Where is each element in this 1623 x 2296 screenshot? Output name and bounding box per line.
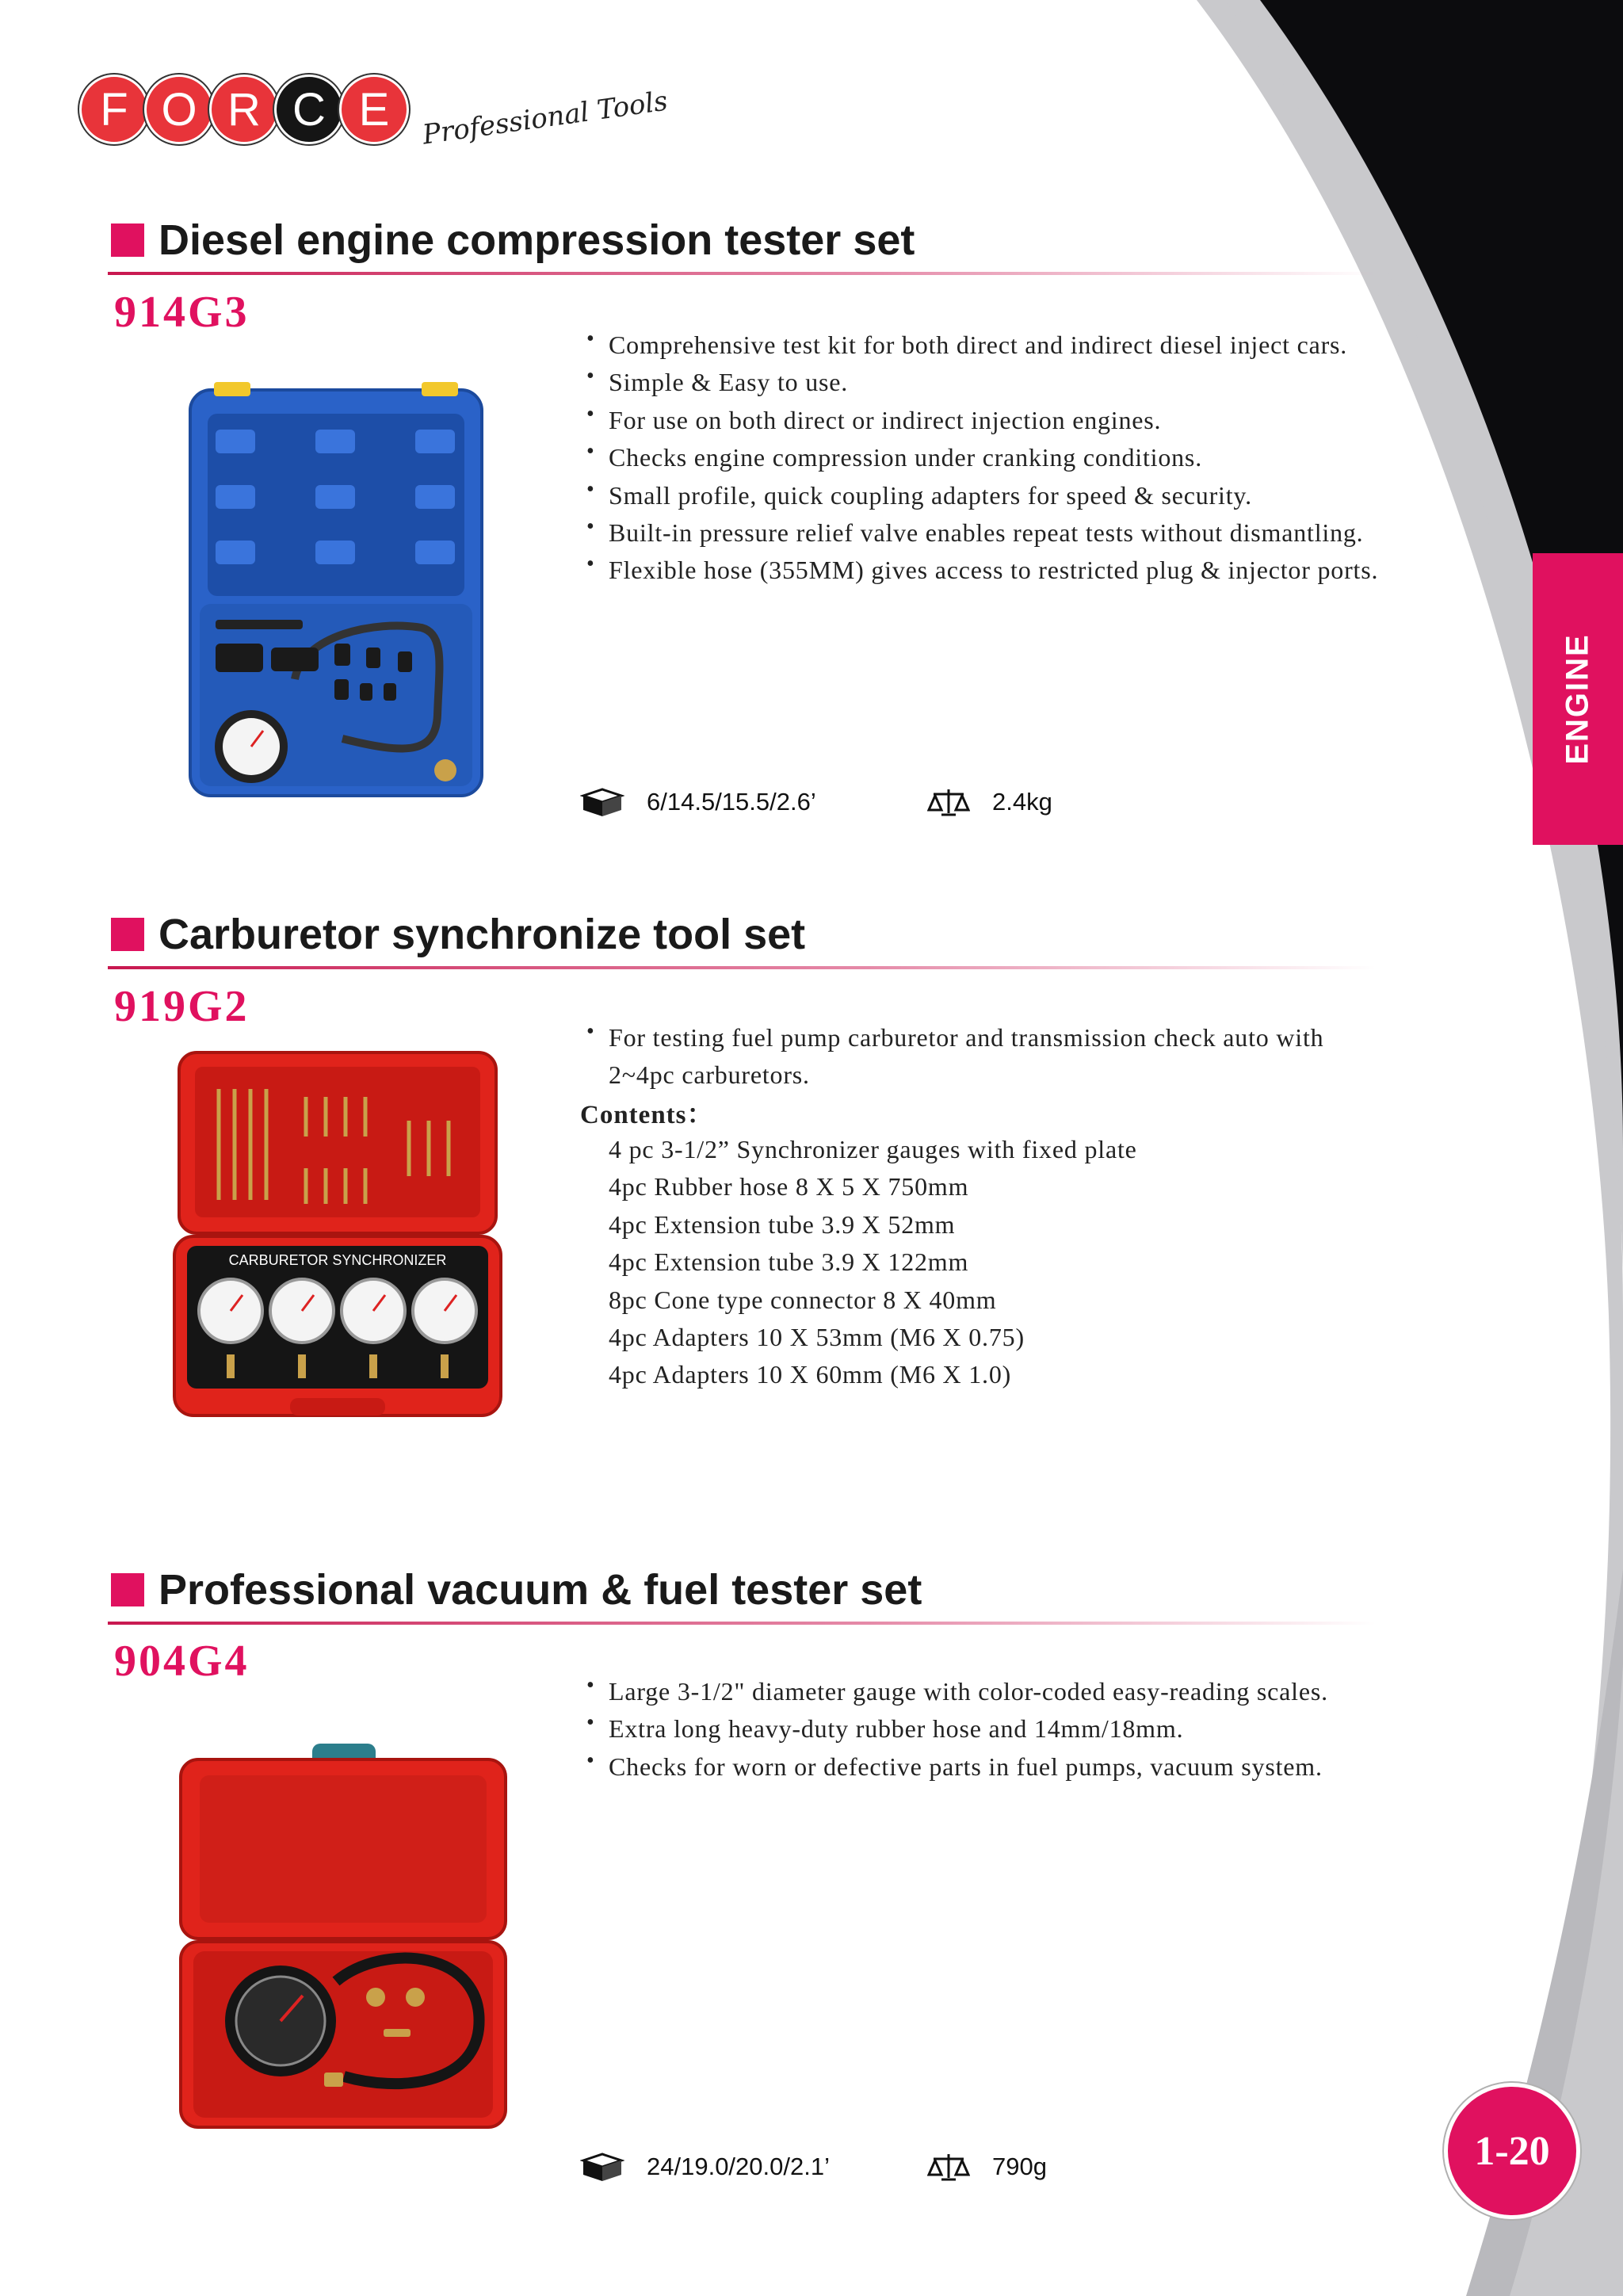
weight-spec (927, 786, 1052, 818)
section-tab-label: ENGINE (1560, 633, 1595, 765)
package-spec (580, 2151, 830, 2183)
feature-item: • Simple & Easy to use. (583, 364, 1378, 401)
contents-item: 4pc Adapters 10 X 53mm (M6 X 0.75) (609, 1323, 1025, 1352)
contents-item: 8pc Cone type connector 8 X 40mm (609, 1285, 997, 1314)
product-code: 919G2 (114, 982, 250, 1031)
feature-list (583, 327, 1378, 590)
feature-item: • Checks engine compression under cranking conditions. (583, 439, 1378, 476)
logo-letter: E (339, 74, 409, 144)
section-tab (1533, 553, 1623, 845)
feature-item: • Checks for worn or defective parts in fuel pumps, vacuum system. (583, 1748, 1328, 1786)
logo-letter: O (144, 74, 214, 144)
title-underline (108, 966, 1376, 969)
feature-item: • For use on both direct or indirect injection engines. (583, 402, 1378, 439)
brand-logo (79, 70, 669, 149)
title-marker (111, 1573, 144, 1606)
carton-icon (580, 2151, 624, 2183)
scale-icon (927, 2151, 970, 2183)
weight-spec (927, 2151, 1047, 2183)
contents-item: 4 pc 3-1/2” Synchronizer gauges with fixed plate (609, 1135, 1137, 1163)
carton-icon (580, 786, 624, 818)
feature-item: • Flexible hose (355MM) gives access to restricted plug & injector ports. (583, 552, 1378, 589)
feature-item-continued: 2~4pc carburetors. (609, 1060, 810, 1090)
contents-item: 4pc Adapters 10 X 60mm (M6 X 1.0) (609, 1360, 1012, 1389)
feature-item: • Comprehensive test kit for both direct and indirect diesel inject cars. (583, 327, 1378, 364)
product-code: 904G4 (114, 1637, 250, 1686)
synchronizer-panel-label: CARBURETOR SYNCHRONIZER (228, 1252, 447, 1268)
weight-value: 2.4kg (992, 788, 1052, 816)
logo-letter: C (274, 74, 344, 144)
logo-letter: R (209, 74, 279, 144)
feature-list (583, 1019, 1323, 1095)
title-underline (108, 1622, 1376, 1625)
product-code: 914G3 (114, 288, 250, 337)
package-value: 6/14.5/15.5/2.6’ (647, 788, 816, 816)
feature-item: • Extra long heavy-duty rubber hose and 14mm/18mm. (583, 1710, 1328, 1748)
feature-list (583, 1673, 1328, 1786)
contents-label: Contents： (580, 1101, 714, 1129)
product-title-text: Diesel engine compression tester set (158, 216, 915, 264)
compression-tester-case-image (184, 382, 488, 804)
product-title (111, 910, 805, 959)
weight-value: 790g (992, 2153, 1047, 2180)
feature-item: • Small profile, quick coupling adapters for speed & security. (583, 477, 1378, 514)
product-title (111, 216, 915, 265)
title-underline (108, 272, 1376, 275)
product-title-text: Carburetor synchronize tool set (158, 911, 806, 958)
contents-item: 4pc Extension tube 3.9 X 122mm (609, 1247, 969, 1277)
page-number-badge: 1-20 (1444, 2083, 1580, 2219)
title-marker (111, 223, 144, 257)
scale-icon (927, 786, 970, 818)
logo-letter: F (79, 74, 149, 144)
carburetor-synchronizer-case-image (171, 1049, 504, 1422)
title-marker (111, 918, 144, 951)
contents-item: 4pc Extension tube 3.9 X 52mm (609, 1209, 956, 1239)
feature-item: • Large 3-1/2" diameter gauge with color-coded easy-reading scales. (583, 1673, 1328, 1710)
package-spec (580, 786, 816, 818)
product-title-text: Professional vacuum & fuel tester set (158, 1566, 922, 1614)
logo-tagline: Professional Tools (420, 85, 670, 151)
feature-item: • Built-in pressure relief valve enables repeat tests without dismantling. (583, 514, 1378, 552)
vacuum-tester-case-image (178, 1744, 510, 2132)
contents-item: 4pc Rubber hose 8 X 5 X 750mm (609, 1172, 969, 1201)
contents-list (609, 1131, 1137, 1394)
package-value: 24/19.0/20.0/2.1’ (647, 2153, 830, 2180)
product-title (111, 1565, 922, 1614)
feature-item: • For testing fuel pump carburetor and transmission check auto with (583, 1019, 1323, 1056)
